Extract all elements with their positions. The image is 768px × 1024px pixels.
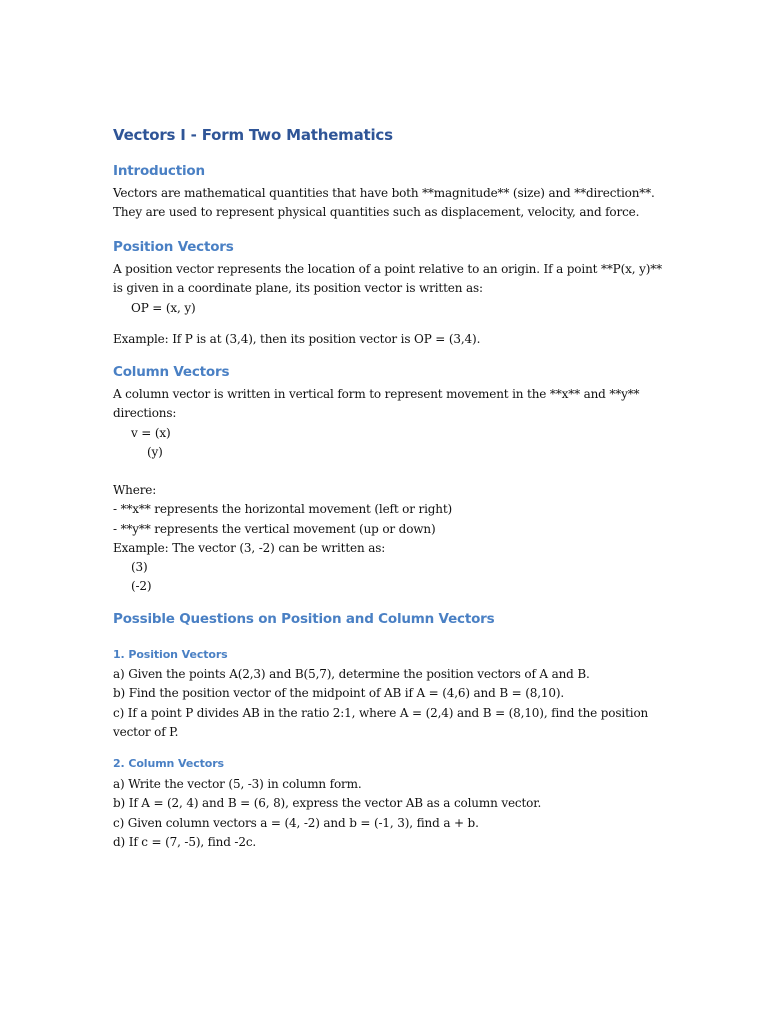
position-vectors-paragraph <box>113 260 662 318</box>
formula-line: (y) <box>147 444 163 459</box>
list-item: c) If a point P divides AB in the ratio 2:1, where A = (2,4) and B = (8,10), find the position <box>113 705 649 720</box>
column-questions-list <box>113 775 541 852</box>
formula-line: v = (x) <box>131 425 171 440</box>
list-item: a) Write the vector (5, -3) in column form. <box>113 777 362 791</box>
list-item: b) Find the position vector of the midpoint of AB if A = (4,6) and B = (8,10). <box>113 686 565 701</box>
text-line: A column vector is written in vertical form to represent movement in the **x** and **y** <box>113 387 640 401</box>
formula-line: (3) <box>131 560 148 575</box>
text-line: Vectors are mathematical quantities that have both **magnitude** (size) and **direction**. <box>113 186 655 200</box>
position-vectors-example: Example: If P is at (3,4), then its position vector is OP = (3,4). <box>113 332 481 346</box>
list-item: - **x** represents the horizontal movement (left or right) <box>113 502 453 517</box>
page-title: Vectors I - Form Two Mathematics <box>113 126 393 144</box>
text-line: is given in a coordinate plane, its position vector is written as: <box>113 281 483 296</box>
position-questions-list <box>113 665 648 742</box>
position-vectors-heading: Position Vectors <box>113 239 234 255</box>
formula-line: (-2) <box>131 579 152 594</box>
list-item: a) Given the points A(2,3) and B(5,7), determine the position vectors of A and B. <box>113 667 590 681</box>
list-item: b) If A = (2, 4) and B = (6, 8), express the vector AB as a column vector. <box>113 796 542 811</box>
text-line: They are used to represent physical quantities such as displacement, velocity, and force. <box>113 205 640 220</box>
column-vectors-where <box>113 481 452 597</box>
list-item: c) Given column vectors a = (4, -2) and b = (-1, 3), find a + b. <box>113 815 479 830</box>
column-vectors-heading: Column Vectors <box>113 364 230 380</box>
introduction-heading: Introduction <box>113 163 205 179</box>
column-questions-heading: 2. Column Vectors <box>113 757 224 770</box>
formula-line: OP = (x, y) <box>131 300 196 315</box>
list-item: d) If c = (7, -5), find -2c. <box>113 834 257 849</box>
list-item: - **y** represents the vertical movement (up or down) <box>113 521 436 536</box>
column-vectors-paragraph <box>113 385 639 462</box>
position-questions-heading: 1. Position Vectors <box>113 648 228 661</box>
questions-heading: Possible Questions on Position and Column Vectors <box>113 611 495 627</box>
text-line: directions: <box>113 406 177 421</box>
introduction-paragraph <box>113 184 655 223</box>
text-line: Where: <box>113 483 157 497</box>
text-line: A position vector represents the location of a point relative to an origin. If a point **P(x, y)** <box>113 262 662 276</box>
list-item: vector of P. <box>113 724 179 739</box>
text-line: Example: The vector (3, -2) can be written as: <box>113 540 386 555</box>
